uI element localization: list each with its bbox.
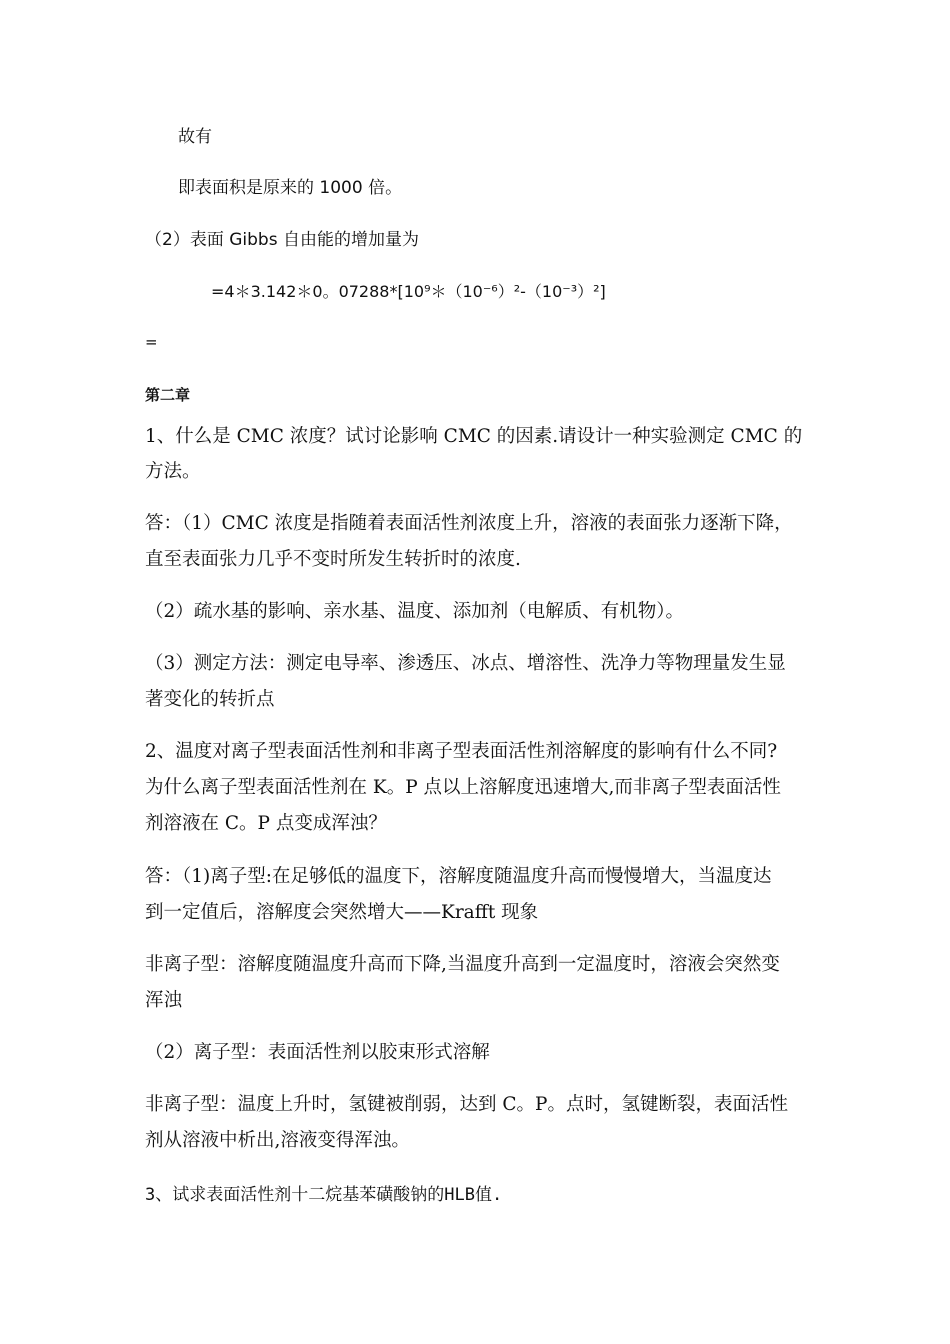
question-line: 2、温度对离子型表面活性剂和非离子型表面活性剂溶解度的影响有什么不同?	[145, 741, 778, 762]
answer-line: 答：（1)离子型:在足够低的温度下，溶解度随温度升高而慢慢增大，当温度达	[145, 866, 772, 887]
text-line: 即表面积是原来的 1000 倍。	[178, 178, 403, 198]
text-line: （2）表面 Gibbs 自由能的增加量为	[145, 230, 419, 250]
question-line: 剂溶液在 C。P 点变成浑浊？	[145, 813, 387, 834]
question-line: 1、什么是 CMC 浓度？试讨论影响 CMC 的因素.请设计一种实验测定 CMC 的	[145, 426, 803, 447]
answer-line: 浑浊	[145, 990, 183, 1011]
question-line: 为什么离子型表面活性剂在 K。P 点以上溶解度迅速增大,而非离子型表面活性	[145, 777, 781, 798]
question-line: 方法。	[145, 461, 201, 482]
answer-line: 直至表面张力几乎不变时所发生转折时的浓度.	[145, 549, 521, 570]
answer-line: 答：（1）CMC 浓度是指随着表面活性剂浓度上升，溶液的表面张力逐渐下降，	[145, 513, 793, 534]
answer-line: 著变化的转折点	[145, 689, 275, 710]
answer-line: （2）离子型：表面活性剂以胶束形式溶解	[145, 1042, 490, 1063]
answer-line: 到一定值后，溶解度会突然增大——Krafft 现象	[145, 902, 539, 923]
text-line: 故有	[178, 127, 212, 147]
answer-line: 非离子型：温度上升时，氢键被削弱，达到 C。P。点时，氢键断裂，表面活性	[145, 1094, 788, 1115]
chapter-heading: 第二章	[145, 386, 191, 404]
text-line: =	[145, 333, 158, 351]
question-line: 3、试求表面活性剂十二烷基苯磺酸钠的HLB值.	[145, 1185, 503, 1205]
answer-line: （3）测定方法：测定电导率、渗透压、冰点、增溶性、洗净力等物理量发生显	[145, 653, 786, 674]
answer-line: 剂从溶液中析出,溶液变得浑浊。	[145, 1130, 410, 1151]
answer-line: （2）疏水基的影响、亲水基、温度、添加剂（电解质、有机物）。	[145, 601, 685, 622]
formula-line: =4＊3.142＊0。07288*[10⁹＊（10⁻⁶）²-（10⁻³）²]	[211, 282, 606, 301]
answer-line: 非离子型：溶解度随温度升高而下降,当温度升高到一定温度时，溶液会突然变	[145, 954, 780, 975]
